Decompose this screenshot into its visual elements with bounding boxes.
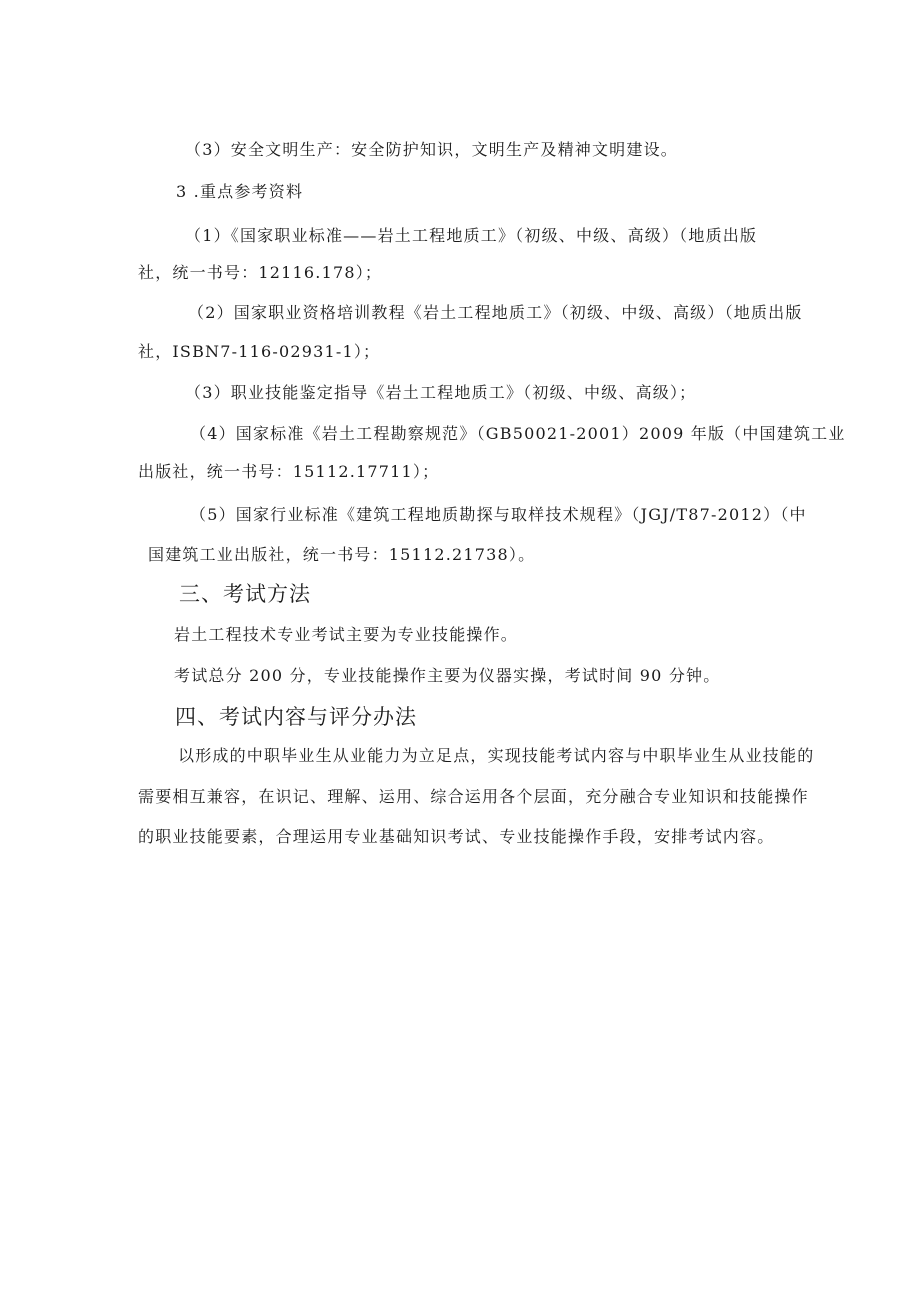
reference-1-line-1: （1）《国家职业标准——岩土工程地质工》（初级、中级、高级）（地质出版 bbox=[185, 226, 758, 245]
item-safety-production: （3）安全文明生产：安全防护知识，文明生产及精神文明建设。 bbox=[185, 140, 678, 159]
section-heading-exam-content-scoring: 四、考试内容与评分办法 bbox=[175, 705, 417, 729]
exam-content-paragraph-line-3: 的职业技能要素，合理运用专业基础知识考试、专业技能操作手段，安排考试内容。 bbox=[138, 827, 775, 846]
reference-4-line-2: 出版社，统一书号：15112.17711）； bbox=[138, 462, 440, 481]
exam-method-paragraph-1: 岩土工程技术专业考试主要为专业技能操作。 bbox=[174, 625, 519, 644]
section-heading-exam-method: 三、考试方法 bbox=[179, 582, 311, 606]
reference-5-line-1: （5）国家行业标准《建筑工程地质勘探与取样技术规程》（JGJ/T87-2012）（中 bbox=[190, 505, 807, 524]
reference-5-line-2: 国建筑工业出版社，统一书号：15112.21738）。 bbox=[148, 545, 536, 564]
exam-content-paragraph-line-2: 需要相互兼容，在识记、理解、运用、综合运用各个层面，充分融合专业知识和技能操作 bbox=[138, 787, 809, 806]
reference-4-line-1: （4）国家标准《岩土工程勘察规范》（GB50021-2001）2009 年版（中国建筑工业 bbox=[190, 424, 846, 443]
reference-1-line-2: 社，统一书号：12116.178）； bbox=[138, 263, 383, 282]
reference-3-line-1: （3）职业技能鉴定指导《岩土工程地质工》（初级、中级、高级）； bbox=[185, 383, 697, 402]
reference-2-line-1: （2）国家职业资格培训教程《岩土工程地质工》（初级、中级、高级）（地质出版 bbox=[188, 303, 803, 322]
subheading-key-references: 3 .重点参考资料 bbox=[176, 182, 304, 201]
reference-2-line-2: 社，ISBN7-116-02931-1）； bbox=[138, 342, 381, 361]
exam-method-paragraph-2: 考试总分 200 分，专业技能操作主要为仪器实操，考试时间 90 分钟。 bbox=[174, 666, 721, 685]
exam-content-paragraph-line-1: 以形成的中职毕业生从业能力为立足点，实现技能考试内容与中职毕业生从业技能的 bbox=[178, 746, 815, 765]
